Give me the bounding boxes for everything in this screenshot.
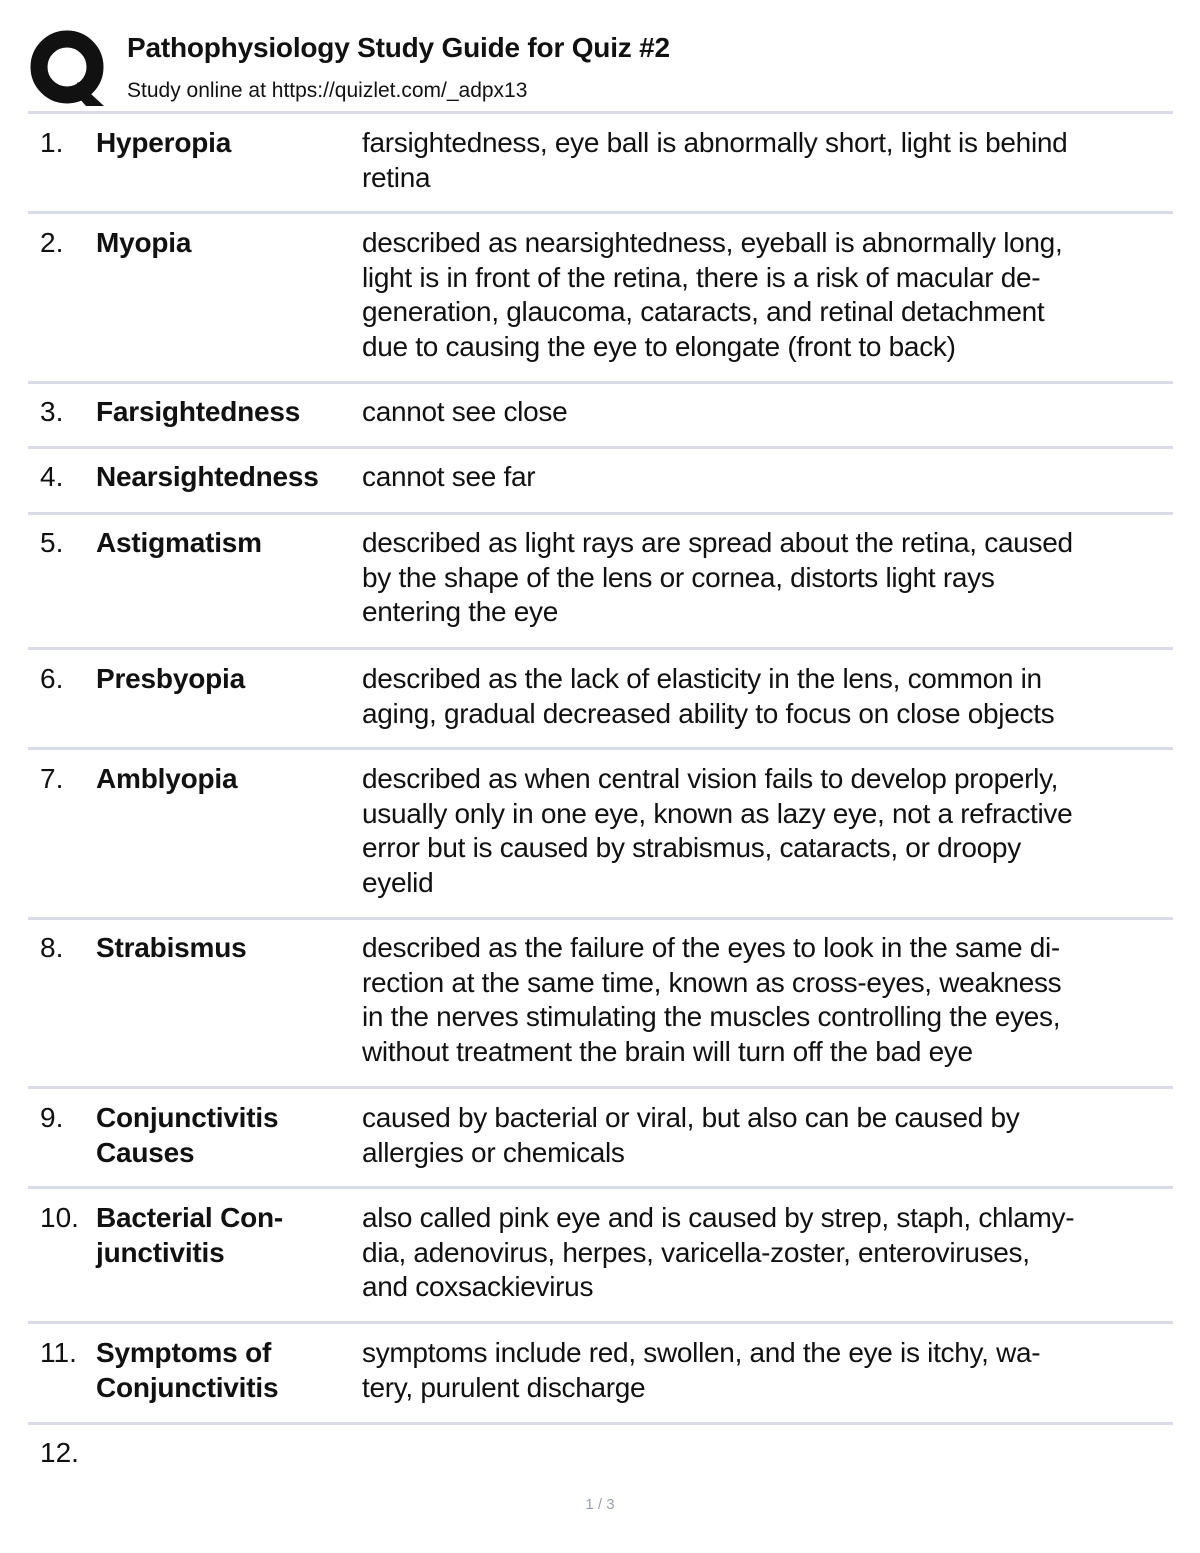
row-divider <box>28 1422 1173 1425</box>
card-number: 10. <box>40 1202 79 1233</box>
row-divider <box>28 1321 1173 1324</box>
card-definition: described as the failure of the eyes to look in the same di- rection at the same time, known as cross-eyes, weakness in the nerves stimulating the muscles controlling the eyes, without treatment the brain will turn off the bad eye <box>362 932 1062 1067</box>
card-definition: described as light rays are spread about the retina, caused by the shape of the lens or cornea, distorts light rays entering the eye <box>362 527 1073 627</box>
card-term: Strabismus <box>96 932 247 963</box>
card-definition: symptoms include red, swollen, and the eye is itchy, wa- tery, purulent discharge <box>362 1337 1041 1403</box>
card-definition: also called pink eye and is caused by strep, staph, chlamy- dia, adenovirus, herpes, varicella-zoster, enteroviruses, and coxsackievirus <box>362 1202 1075 1302</box>
card-term: Myopia <box>96 227 192 258</box>
card-definition: caused by bacterial or viral, but also can be caused by allergies or chemicals <box>362 1102 1020 1168</box>
row-divider <box>28 211 1173 214</box>
header-divider <box>28 111 1173 114</box>
card-term: Astigmatism <box>96 527 262 558</box>
row-divider <box>28 917 1173 920</box>
card-term: Amblyopia <box>96 763 238 794</box>
card-term: Hyperopia <box>96 127 232 158</box>
card-number: 11. <box>40 1337 77 1368</box>
quizlet-q-logo-icon <box>30 30 108 108</box>
card-number: 9. <box>40 1102 64 1133</box>
card-term: Farsightedness <box>96 396 301 427</box>
card-number: 7. <box>40 763 64 794</box>
row-divider <box>28 1086 1173 1089</box>
card-number: 4. <box>40 461 64 492</box>
card-definition: cannot see close <box>362 396 568 427</box>
page-title: Pathophysiology Study Guide for Quiz #2 <box>127 32 670 63</box>
card-term: Nearsightedness <box>96 461 319 492</box>
row-divider <box>28 512 1173 515</box>
card-number: 12. <box>40 1437 79 1468</box>
card-number: 3. <box>40 396 64 427</box>
row-divider <box>28 1186 1173 1189</box>
card-term: Bacterial Con- junctivitis <box>96 1202 284 1268</box>
card-definition: described as when central vision fails to develop properly, usually only in one eye, known as lazy eye, not a refractive error but is caused by strabismus, cataracts, or droopy eyelid <box>362 763 1073 898</box>
card-definition: cannot see far <box>362 461 536 492</box>
card-term: Conjunctivitis Causes <box>96 1102 279 1168</box>
card-definition: described as the lack of elasticity in the lens, common in aging, gradual decreased ability to focus on close objects <box>362 663 1055 729</box>
card-number: 2. <box>40 227 64 258</box>
card-number: 8. <box>40 932 64 963</box>
row-divider <box>28 647 1173 650</box>
card-definition: described as nearsightedness, eyeball is abnormally long, light is in front of the retina, there is a risk of macular de- generation, glaucoma, cataracts, and retinal detachment due to causing the eye to elongate (front to back) <box>362 227 1063 362</box>
card-definition: farsightedness, eye ball is abnormally short, light is behind retina <box>362 127 1068 193</box>
card-term: Presbyopia <box>96 663 245 694</box>
row-divider <box>28 381 1173 384</box>
card-number: 5. <box>40 527 64 558</box>
page-number: 1 / 3 <box>585 1496 615 1513</box>
card-term: Symptoms of Conjunctivitis <box>96 1337 279 1403</box>
row-divider <box>28 747 1173 750</box>
row-divider <box>28 446 1173 449</box>
card-number: 6. <box>40 663 64 694</box>
card-number: 1. <box>40 127 64 158</box>
study-online-link[interactable]: Study online at https://quizlet.com/_adpx13 <box>127 79 528 102</box>
